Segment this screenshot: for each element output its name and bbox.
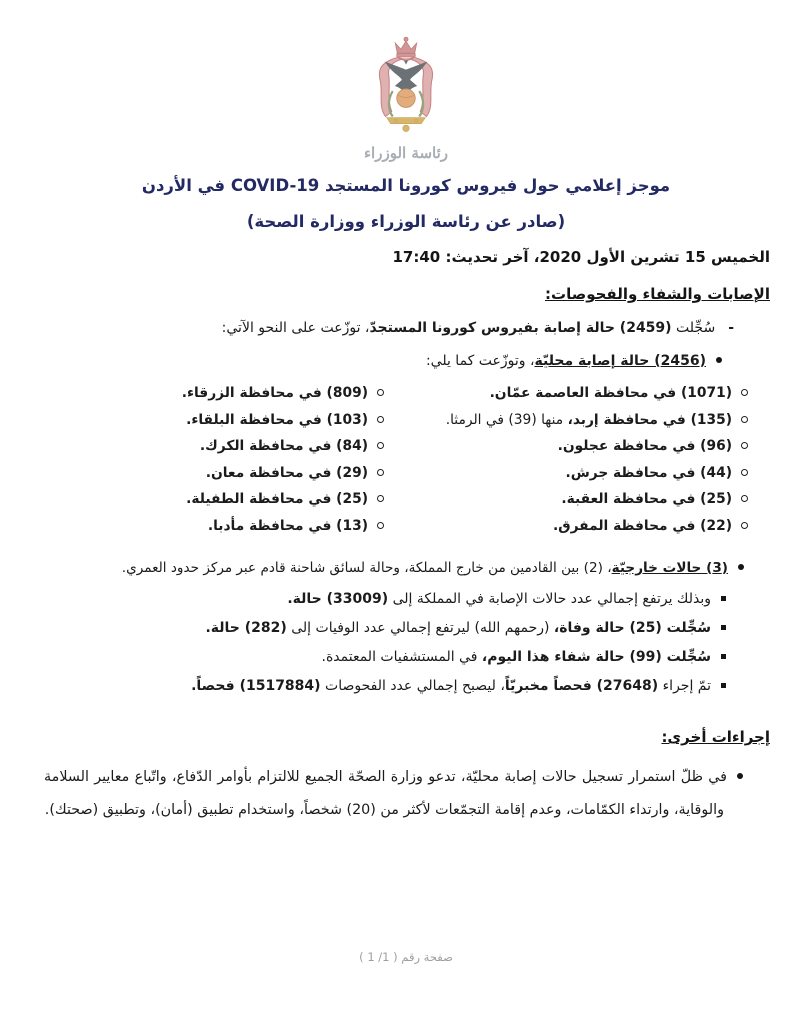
governorate-item-karak: (84) في محافظة الكرك. xyxy=(42,433,406,460)
circle-bullet-icon xyxy=(741,416,748,423)
circle-bullet-icon xyxy=(741,389,748,396)
measures-paragraph: في ظلّ استمرار تسجيل حالات إصابة محليّة، تدعو وزارة الصحّة الجميع للالتزام بأوامر الدّفاع، واتّباع معايير السلامة والوقاية، وارتداء الكمّامات، وعدم إقامة التجمّعات لأكثر من (20) شخصاً، واستخدام تطبيق (أمان)، وتطبيق (صحتك). xyxy=(0,761,812,827)
page-number: صفحة رقم ( 1/ 1 ) xyxy=(359,950,453,964)
total-cases-suffix: ، توزّعت على النحو الآتي: xyxy=(221,320,370,336)
circle-bullet-icon xyxy=(377,389,384,396)
governorates-list xyxy=(0,380,812,539)
stat-line-deaths: سُجِّلت (25) حالة وفاة، (رحمهم الله) ليرتفع إجمالي عدد الوفيات إلى (282) حالة. xyxy=(0,614,812,643)
governorate-item-mafraq: (22) في محافظة المفرق. xyxy=(406,513,770,540)
governorate-item-madaba: (13) في محافظة مأدبا. xyxy=(42,513,406,540)
circle-bullet-icon xyxy=(741,469,748,476)
total-cases-line xyxy=(0,318,812,338)
statistics-list xyxy=(0,585,812,701)
jordan-coat-of-arms-icon xyxy=(354,36,458,138)
governorate-item-ajloun: (96) في محافظة عجلون. xyxy=(406,433,770,460)
local-cases-line xyxy=(0,351,812,371)
square-bullet-icon xyxy=(721,596,726,601)
circle-bullet-icon xyxy=(741,442,748,449)
total-cases-prefix: سُجِّلت xyxy=(671,320,716,336)
document-title-line2: (صادر عن رئاسة الوزراء ووزارة الصحة) xyxy=(246,212,566,231)
external-cases-line xyxy=(0,558,812,578)
globe-shape xyxy=(397,89,415,107)
circle-bullet-icon xyxy=(377,495,384,502)
governorate-item-aqaba: (25) في محافظة العقبة. xyxy=(406,486,770,513)
governorate-item-tafileh: (25) في محافظة الطفيلة. xyxy=(42,486,406,513)
ribbon-shape xyxy=(387,118,426,132)
stat-line-recoveries: سُجِّلت (99) حالة شفاء هذا اليوم، في المستشفيات المعتمدة. xyxy=(0,643,812,672)
governorate-item-amman: (1071) في محافظة العاصمة عمّان. xyxy=(406,380,770,407)
circle-bullet-icon xyxy=(377,442,384,449)
pm-office-logo xyxy=(0,0,812,162)
circle-bullet-icon xyxy=(377,469,384,476)
date-line: الخميس 15 تشرين الأول 2020، آخر تحديث: 17:40 xyxy=(392,248,770,266)
local-cases-suffix: ، وتوزّعت كما يلي: xyxy=(425,353,535,369)
square-bullet-icon xyxy=(721,654,726,659)
document-title-line1: موجز إعلامي حول فيروس كورونا المستجد COVID-19 في الأردن xyxy=(141,176,671,195)
governorate-item-maan: (29) في محافظة معان. xyxy=(42,460,406,487)
governorates-column-left xyxy=(42,380,406,539)
bullet-icon xyxy=(737,773,743,779)
external-cases-suffix: ، (2) بين القادمين من خارج المملكة، وحالة لسائق شاحنة قادم عبر مركز حدود العمري. xyxy=(121,560,612,576)
logo-caption: رئاسة الوزراء xyxy=(363,144,449,162)
bullet-icon xyxy=(716,357,722,363)
stat-line-total-kingdom: وبذلك يرتفع إجمالي عدد حالات الإصابة في المملكة إلى (33009) حالة. xyxy=(0,585,812,614)
governorates-column-right xyxy=(406,380,770,539)
circle-bullet-icon xyxy=(377,416,384,423)
stat-line-tests: تمّ إجراء (27648) فحصاً مخبريّاً، ليصبح إجمالي عدد الفحوصات (1517884) فحصاً. xyxy=(0,672,812,701)
external-cases-bold: (3) حالات خارجيّة xyxy=(611,560,728,576)
circle-bullet-icon xyxy=(377,522,384,529)
dash-bullet-icon: - xyxy=(728,320,734,336)
circle-bullet-icon xyxy=(741,522,748,529)
governorate-item-zarqa: (809) في محافظة الزرقاء. xyxy=(42,380,406,407)
governorate-item-irbid: (135) في محافظة إربد، منها (39) في الرمثا. xyxy=(406,407,770,434)
governorate-item-jerash: (44) في محافظة جرش. xyxy=(406,460,770,487)
circle-bullet-icon xyxy=(741,495,748,502)
total-cases-bold: (2459) حالة إصابة بفيروس كورونا المستجدّ xyxy=(369,320,672,336)
local-cases-bold: (2456) حالة إصابة محليّة xyxy=(534,353,706,369)
crown-icon xyxy=(395,37,416,57)
bullet-icon xyxy=(738,564,744,570)
section-heading-cases: الإصابات والشفاء والفحوصات: xyxy=(545,285,770,303)
square-bullet-icon xyxy=(721,683,726,688)
square-bullet-icon xyxy=(721,625,726,630)
section-heading-measures: إجراءات أخرى: xyxy=(661,728,770,746)
governorate-item-balqa: (103) في محافظة البلقاء. xyxy=(42,407,406,434)
